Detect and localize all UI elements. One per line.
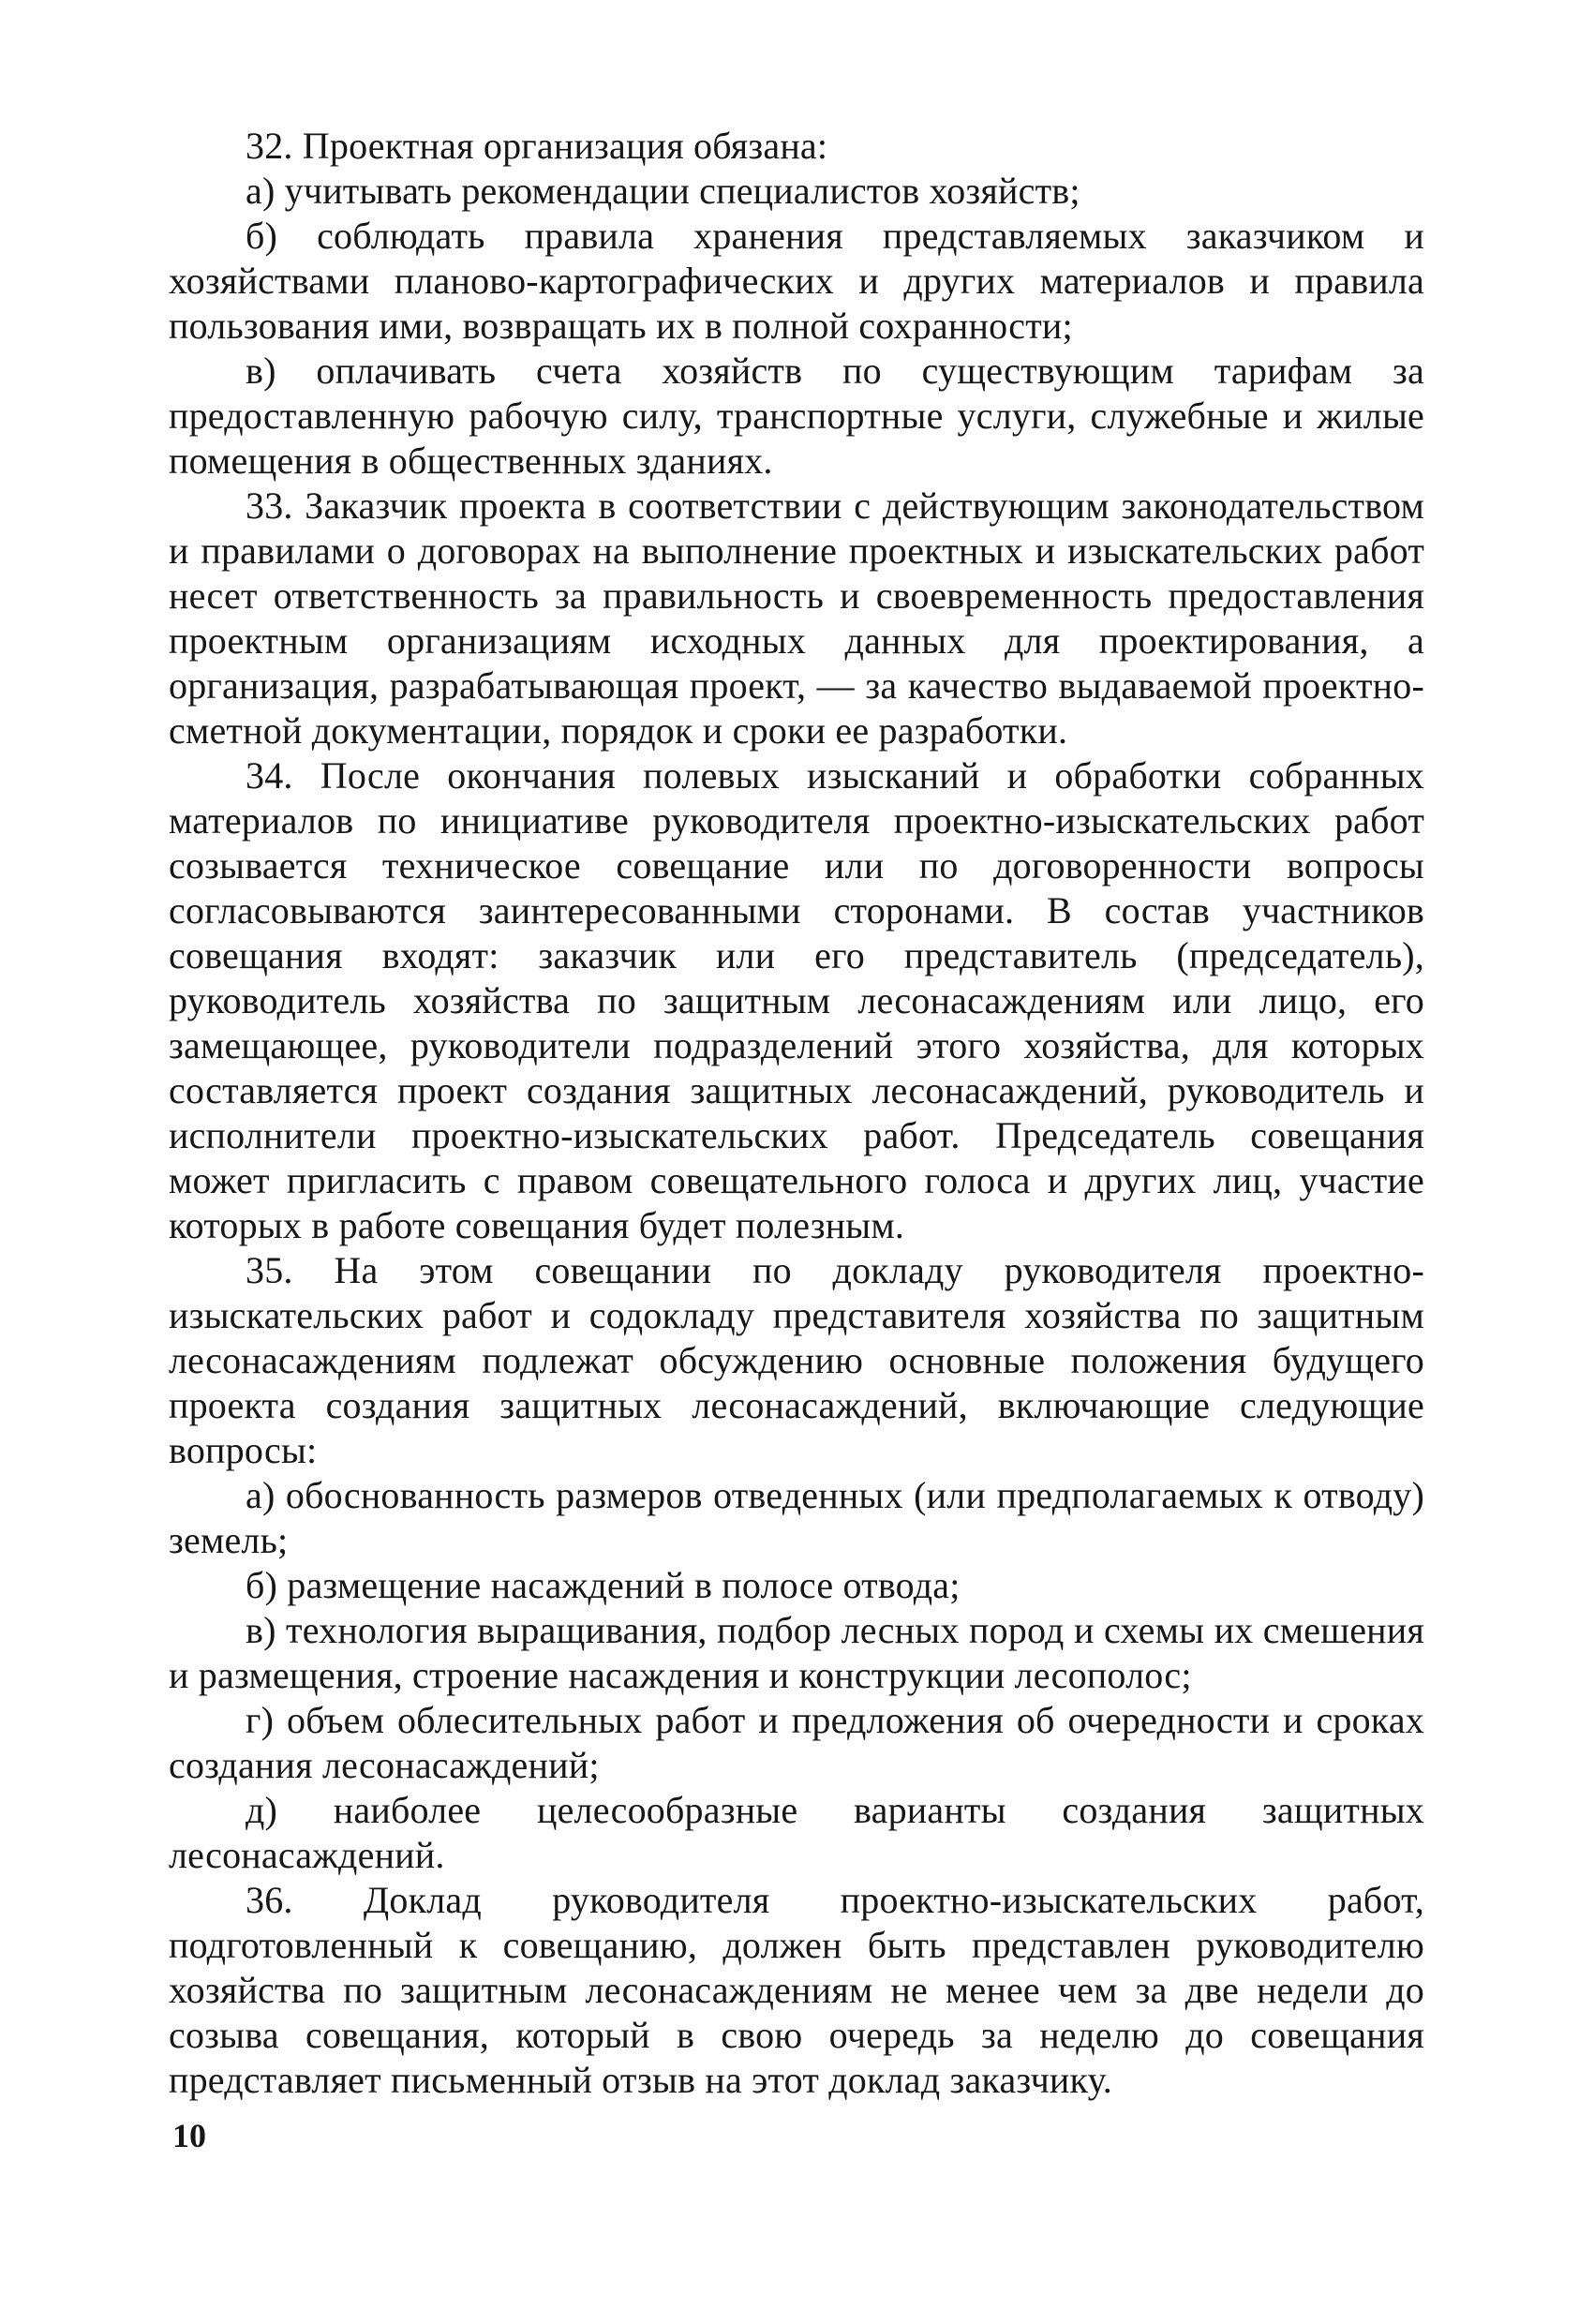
paragraph-33: 33. Заказчик проекта в соответствии с действующим законодательством и правилами о договорах на выполнение проектных и изыскательских работ несет ответственность за правильность и своевременность предоставления проектным организациям исходных данных для проектирования, а организация, разрабатывающая проект, — за качество выдаваемой проектно-сметной документации, порядок и сроки ее разработки.: [169, 484, 1424, 752]
paragraph-35-g: г) объем облесительных работ и предложения об очередности и сроках создания лесонасаждений;: [169, 1699, 1424, 1786]
paragraph-32-b: б) соблюдать правила хранения представляемых заказчиком и хозяйствами планово-картографических и других материалов и правила пользования ими, возвращать их в полной сохранности;: [169, 215, 1424, 347]
paragraph-35: 35. На этом совещании по докладу руководителя проектно-изыскательских работ и содокладу представителя хозяйства по защитным лесонасаждениям подлежат обсуждению основные положения будущего проекта создания защитных лесонасаждений, включающие следующие вопросы:: [169, 1249, 1424, 1471]
page-number: 10: [172, 2117, 206, 2154]
paragraph-35-a: а) обоснованность размеров отведенных (или предполагаемых к отводу) земель;: [169, 1474, 1424, 1561]
paragraph-36: 36. Доклад руководителя проектно-изыскательских работ, подготовленный к совещанию, должен быть представлен руководителю хозяйства по защитным лесонасаждениям не менее чем за две недели до созыва совещания, который в свою очередь за неделю до совещания представляет письменный отзыв на этот доклад заказчику.: [169, 1879, 1424, 2101]
paragraph-35-d: д) наиболее целесообразные варианты создания защитных лесонасаждений.: [169, 1789, 1424, 1876]
paragraph-32: 32. Проектная организация обязана:: [246, 125, 828, 167]
paragraph-35-b: б) размещение насаждений в полосе отвода;: [246, 1564, 961, 1606]
page-body: [169, 124, 1424, 2103]
paragraph-32-v: в) оплачивать счета хозяйств по существующим тарифам за предоставленную рабочую силу, транспортные услуги, служебные и жилые помещения в общественных зданиях.: [169, 350, 1424, 482]
paragraph-35-v: в) технология выращивания, подбор лесных пород и схемы их смешения и размещения, строение насаждения и конструкции лесополос;: [169, 1609, 1424, 1696]
paragraph-32-a: а) учитывать рекомендации специалистов хозяйств;: [246, 170, 1080, 212]
paragraph-34: 34. После окончания полевых изысканий и обработки собранных материалов по инициативе руководителя проектно-изыскательских работ созывается техническое совещание или по договоренности вопросы согласовываются заинтересованными сторонами. В состав участников совещания входят: заказчик или его представитель (председатель), руководитель хозяйства по защитным лесонасаждениям или лицо, его замещающее, руководители подразделений этого хозяйства, для которых составляется проект создания защитных лесонасаждений, руководитель и исполнители проектно-изыскательских работ. Председатель совещания может пригласить с правом совещательного голоса и других лиц, участие которых в работе совещания будет полезным.: [169, 754, 1424, 1246]
